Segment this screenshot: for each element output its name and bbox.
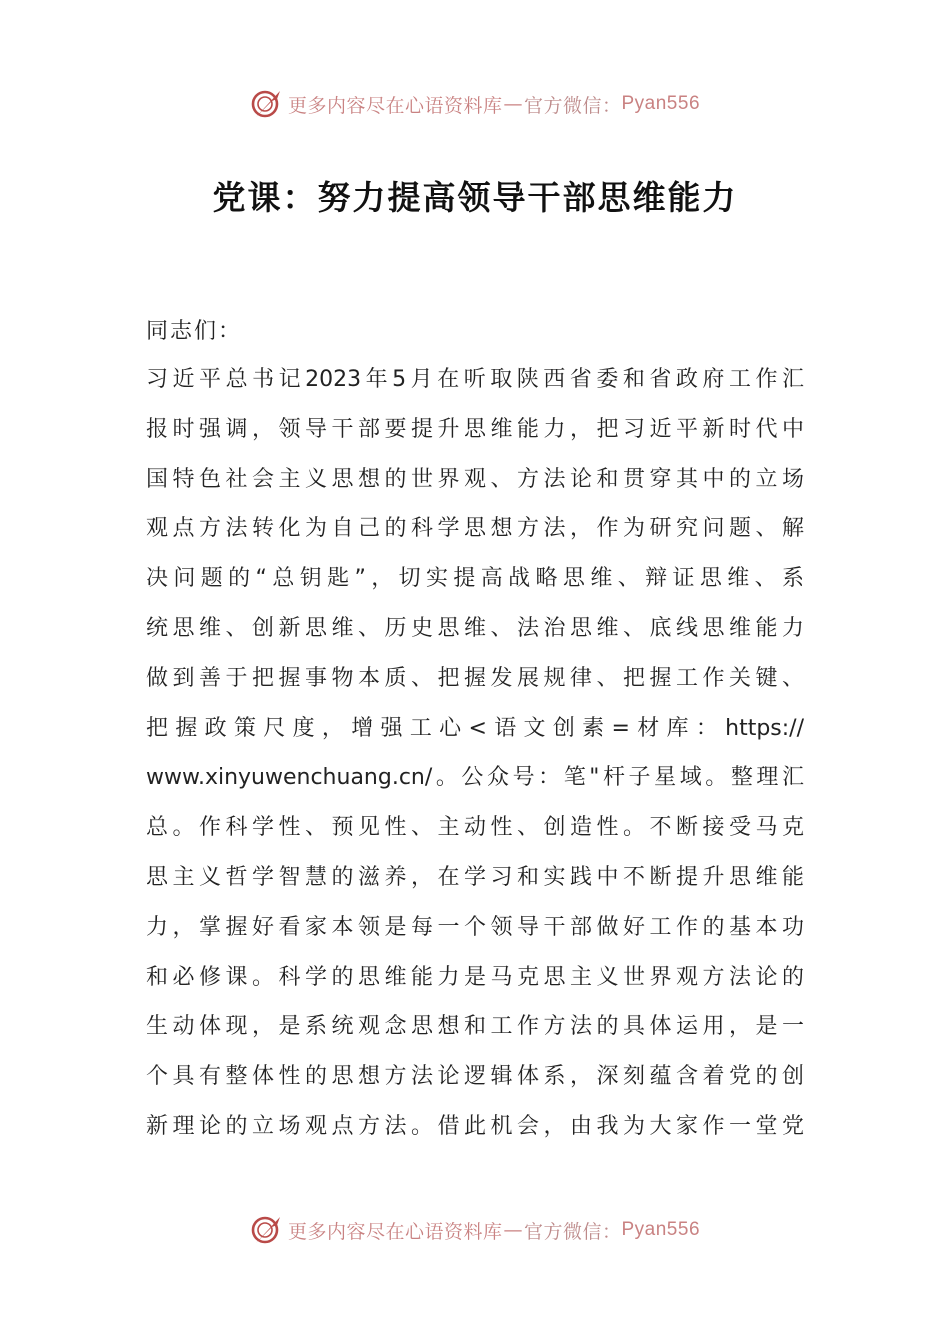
banner-text: 更多内容尽在心语资料库 — [287, 94, 503, 117]
paragraph-line: www.xinyuwenchuang.cn/。公众号：笔"杆子星域。整理汇 — [146, 765, 804, 791]
banner-wechat-label: 官方微信： — [523, 1220, 622, 1243]
banner-dash: — — [503, 93, 523, 115]
banner-account: Pyan556 — [621, 1219, 701, 1240]
paragraph-line: 国特色社会主义思想的世界观、方法论和贯穿其中的立场 — [146, 466, 804, 492]
banner-wechat-label: 官方微信： — [523, 94, 622, 117]
paragraph-line: 个具有整体性的思想方法论逻辑体系，深刻蕴含着党的创 — [146, 1064, 804, 1090]
banner-text: 更多内容尽在心语资料库 — [287, 1220, 503, 1243]
footer-watermark-banner — [0, 1210, 950, 1250]
paragraph-line: 力，掌握好看家本领是每一个领导干部做好工作的基本功 — [146, 914, 804, 940]
body-paragraph — [146, 355, 804, 1152]
paragraph-line: 思主义哲学智慧的滋养，在学习和实践中不断提升思维能 — [146, 864, 804, 890]
header-watermark-banner — [0, 84, 950, 124]
banner-dash: — — [503, 1219, 523, 1241]
paragraph-line: 生动体现，是系统观念思想和工作方法的具体运用，是一 — [146, 1014, 804, 1040]
paragraph-line: 做到善于把握事物本质、把握发展规律、把握工作关键、 — [146, 665, 804, 691]
paragraph-line: 报时强调，领导干部要提升思维能力，把习近平新时代中 — [146, 416, 804, 442]
quill-logo-icon — [250, 87, 284, 121]
paragraph-line: 和必修课。科学的思维能力是马克思主义世界观方法论的 — [146, 964, 804, 990]
banner-account: Pyan556 — [621, 93, 701, 114]
paragraph-line: 观点方法转化为自己的科学思想方法，作为研究问题、解 — [146, 516, 804, 542]
greeting: 同志们： — [146, 319, 243, 344]
paragraph-line: 总。作科学性、预见性、主动性、创造性。不断接受马克 — [146, 815, 804, 841]
paragraph-line: 习近平总书记2023年5月在听取陕西省委和省政府工作汇 — [146, 367, 804, 392]
paragraph-line: 新理论的立场观点方法。借此机会，由我为大家作一堂党 — [146, 1113, 804, 1139]
paragraph-line: 统思维、创新思维、历史思维、法治思维、底线思维能力 — [146, 615, 804, 641]
paragraph-line: 把握政策尺度，增强工心<语文创素=材库：https:// — [146, 715, 804, 741]
paragraph-line: 决问题的“总钥匙”，切实提高战略思维、辩证思维、系 — [146, 566, 804, 592]
quill-logo-icon — [250, 1213, 284, 1247]
document-title: 党课：努力提高领导干部思维能力 — [212, 178, 738, 217]
